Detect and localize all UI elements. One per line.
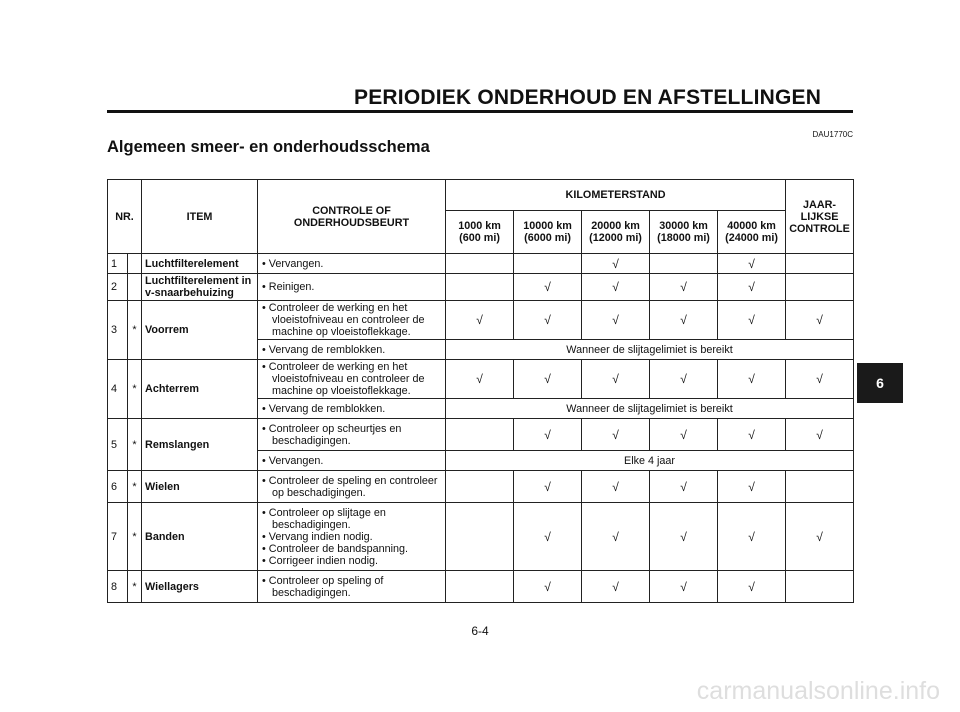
interval-km: 20000 km <box>591 220 640 232</box>
watermark: carmanualsonline.info <box>696 677 940 705</box>
action-line: • Vervangen. <box>262 454 324 467</box>
check-cell: √ <box>786 503 854 571</box>
row-action <box>258 360 446 399</box>
action-line: • Reinigen. <box>262 281 315 293</box>
row-number: 5 <box>108 419 128 471</box>
check-cell <box>786 254 854 274</box>
row-number: 4 <box>108 360 128 419</box>
header-interval-1 <box>514 211 582 254</box>
row-item-name: Luchtfilterelement <box>142 254 258 274</box>
check-cell: √ <box>582 503 650 571</box>
row-number: 7 <box>108 503 128 571</box>
interval-note: Wanneer de slijtagelimiet is bereikt <box>446 399 854 419</box>
interval-mi: (24000 mi) <box>725 232 778 244</box>
chapter-tab: 6 <box>857 363 903 403</box>
check-cell <box>514 254 582 274</box>
action-line: • Controleer de speling en controleer op beschadigingen. <box>262 474 438 499</box>
table-row <box>108 419 854 451</box>
row-item-name: Wiellagers <box>142 571 258 603</box>
row-item-name: Banden <box>142 503 258 571</box>
check-cell: √ <box>718 274 786 301</box>
check-cell <box>446 254 514 274</box>
row-item-name: Remslangen <box>142 419 258 471</box>
check-cell: √ <box>718 419 786 451</box>
row-action <box>258 399 446 419</box>
header-nr: NR. <box>108 180 142 254</box>
check-cell: √ <box>446 301 514 340</box>
section-title: Algemeen smeer- en onderhoudsschema <box>107 138 430 156</box>
interval-mi: (6000 mi) <box>524 232 571 244</box>
action-line: • Vervang indien nodig. <box>262 530 373 543</box>
row-action <box>258 301 446 340</box>
check-cell: √ <box>582 254 650 274</box>
check-cell: √ <box>582 571 650 603</box>
row-item-name: Luchtfilterelement in v-snaarbehuizing <box>142 274 258 301</box>
check-cell <box>786 571 854 603</box>
row-number: 8 <box>108 571 128 603</box>
check-cell: √ <box>650 503 718 571</box>
action-line: • Controleer de werking en het vloeistofniveau en controleer de machine op vloeistoflekkage. <box>262 361 425 397</box>
check-cell <box>446 471 514 503</box>
check-cell <box>650 254 718 274</box>
check-cell: √ <box>718 360 786 399</box>
row-action <box>258 340 446 360</box>
check-cell: √ <box>446 360 514 399</box>
check-cell: √ <box>650 301 718 340</box>
check-cell: √ <box>582 419 650 451</box>
row-star-marker: * <box>128 503 142 571</box>
check-cell <box>786 274 854 301</box>
row-star-marker: * <box>128 360 142 419</box>
row-action <box>258 471 446 503</box>
action-line: • Controleer op scheurtjes en beschadigingen. <box>262 422 402 447</box>
check-cell: √ <box>650 360 718 399</box>
table-row <box>108 274 854 301</box>
check-cell: √ <box>718 503 786 571</box>
interval-km: 10000 km <box>523 220 572 232</box>
row-action <box>258 451 446 471</box>
row-action <box>258 571 446 603</box>
header-item: ITEM <box>142 180 258 254</box>
check-cell: √ <box>650 471 718 503</box>
check-cell: √ <box>786 419 854 451</box>
header-interval-4 <box>718 211 786 254</box>
check-cell <box>446 274 514 301</box>
interval-note: Wanneer de slijtagelimiet is bereikt <box>446 340 854 360</box>
row-item-name: Voorrem <box>142 301 258 360</box>
action-line: • Controleer de bandspanning. <box>262 542 409 555</box>
header-jaarlijkse-controle: JAAR-LIJKSE CONTROLE <box>786 180 854 254</box>
row-star-marker: * <box>128 301 142 360</box>
check-cell: √ <box>582 471 650 503</box>
table-row <box>108 254 854 274</box>
row-number: 2 <box>108 274 128 301</box>
check-cell: √ <box>786 360 854 399</box>
check-cell: √ <box>650 274 718 301</box>
check-cell: √ <box>650 419 718 451</box>
action-line: • Vervangen. <box>262 257 324 270</box>
row-number: 3 <box>108 301 128 360</box>
page-number: 6-4 <box>471 624 489 638</box>
row-number: 6 <box>108 471 128 503</box>
interval-mi: (600 mi) <box>459 232 500 244</box>
row-action <box>258 274 446 301</box>
check-cell: √ <box>514 571 582 603</box>
interval-km: 40000 km <box>727 220 776 232</box>
header-interval-0 <box>446 211 514 254</box>
row-action <box>258 419 446 451</box>
interval-km: 30000 km <box>659 220 708 232</box>
header-row-top <box>108 180 854 211</box>
action-line: • Controleer op slijtage en beschadigingen. <box>262 506 386 531</box>
header-controle: CONTROLE OF ONDERHOUDSBEURT <box>258 180 446 254</box>
interval-mi: (12000 mi) <box>589 232 642 244</box>
check-cell: √ <box>582 360 650 399</box>
row-item-name: Achterrem <box>142 360 258 419</box>
check-cell: √ <box>514 419 582 451</box>
interval-note: Elke 4 jaar <box>446 451 854 471</box>
check-cell <box>446 503 514 571</box>
table-row <box>108 301 854 340</box>
action-line: • Controleer de werking en het vloeistofniveau en controleer de machine op vloeistoflekkage. <box>262 302 425 338</box>
row-star-marker: * <box>128 571 142 603</box>
check-cell: √ <box>718 254 786 274</box>
check-cell <box>786 471 854 503</box>
table-row <box>108 571 854 603</box>
action-line: • Controleer op speling of beschadigingen. <box>262 574 384 599</box>
row-action <box>258 503 446 571</box>
check-cell: √ <box>718 471 786 503</box>
check-cell: √ <box>514 503 582 571</box>
check-cell: √ <box>718 301 786 340</box>
check-cell: √ <box>718 571 786 603</box>
check-cell: √ <box>582 274 650 301</box>
schedule-body <box>108 254 854 603</box>
interval-km: 1000 km <box>458 220 501 232</box>
header-interval-3 <box>650 211 718 254</box>
row-number: 1 <box>108 254 128 274</box>
header-kilometerstand: KILOMETERSTAND <box>446 180 786 211</box>
row-action <box>258 254 446 274</box>
check-cell: √ <box>514 274 582 301</box>
action-line: • Corrigeer indien nodig. <box>262 554 379 567</box>
action-line: • Vervang de remblokken. <box>262 402 386 415</box>
check-cell: √ <box>786 301 854 340</box>
row-star-marker <box>128 274 142 301</box>
check-cell <box>446 571 514 603</box>
maintenance-schedule-table <box>107 179 854 603</box>
table-row <box>108 360 854 399</box>
row-star-marker <box>128 254 142 274</box>
header-rule <box>107 110 853 113</box>
row-star-marker: * <box>128 419 142 471</box>
page-header-title: PERIODIEK ONDERHOUD EN AFSTELLINGEN <box>354 86 822 109</box>
table-row <box>108 471 854 503</box>
check-cell: √ <box>514 360 582 399</box>
interval-mi: (18000 mi) <box>657 232 710 244</box>
header-interval-2 <box>582 211 650 254</box>
table-row <box>108 503 854 571</box>
check-cell: √ <box>514 471 582 503</box>
check-cell <box>446 419 514 451</box>
document-code: DAU1770C <box>812 130 853 139</box>
row-item-name: Wielen <box>142 471 258 503</box>
check-cell: √ <box>514 301 582 340</box>
action-line: • Vervang de remblokken. <box>262 343 386 356</box>
row-star-marker: * <box>128 471 142 503</box>
check-cell: √ <box>582 301 650 340</box>
check-cell: √ <box>650 571 718 603</box>
